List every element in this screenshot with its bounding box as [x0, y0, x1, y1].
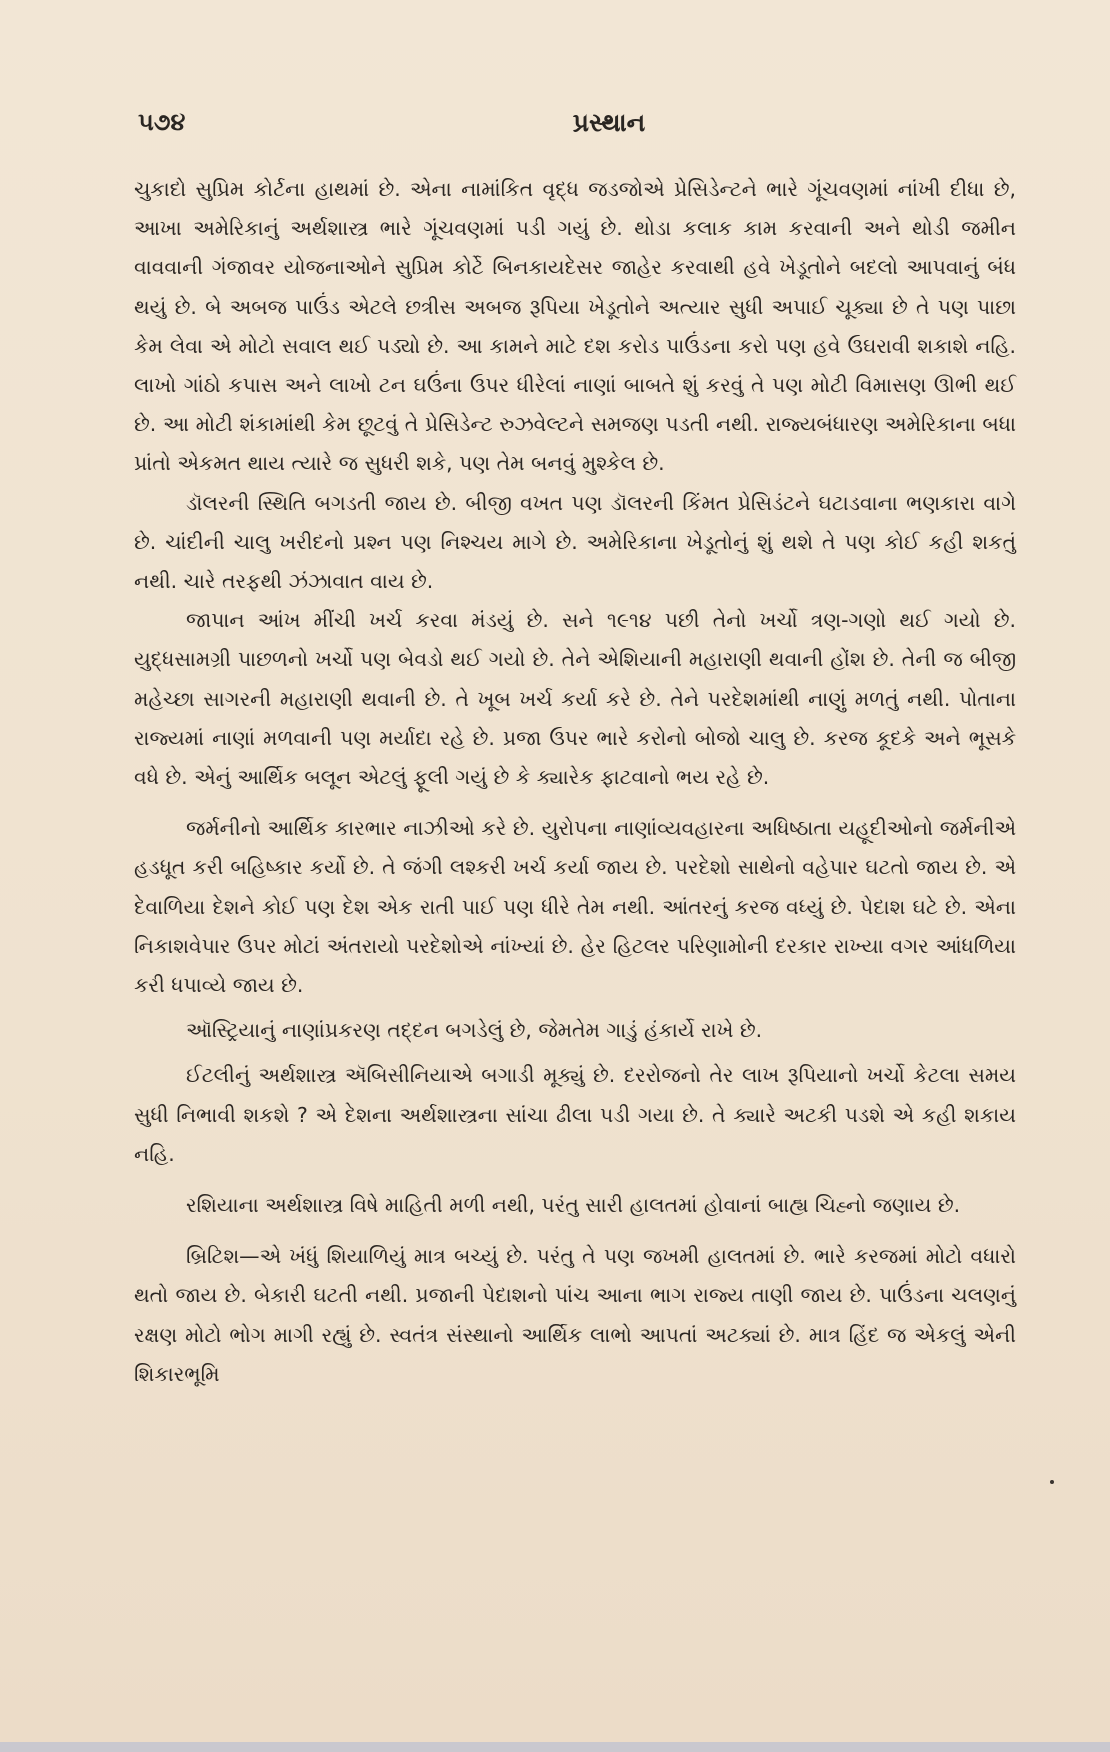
paragraph-austria: ઑસ્ટ્રિયાનું નાણાંપ્રકરણ તદ્દન બગડેલું છે, જેમતેમ ગાડું હંકાર્યે રાખે છે.	[186, 1018, 763, 1043]
page-bottom-edge	[0, 1742, 1110, 1752]
page-number: ૫૭૪	[138, 108, 186, 136]
ink-speck	[1050, 1480, 1054, 1484]
paragraph-britain: બ્રિટિશ—એ ખંધું શિયાળિયું માત્ર બચ્યું છે. પરંતુ તે પણ જખમી હાલતમાં છે. ભારે કરજમાં મોટો વધારો થતો જાય છે. બેકારી ઘટતી નથી. પ્રજાની પેદાશનો પાંચ આના ભાગ રાજ્ય તાણી જાય છે. પાઉંડના ચલણનું રક્ષણ મોટો ભોગ માગી રહ્યું છે. સ્વતંત્ર સંસ્થાનો આર્થિક લાભો આપતાં અટક્યાં છે. માત્ર હિંદ જ એકલું એની શિકારભૂમિ	[134, 1244, 1016, 1386]
paragraph-japan: જાપાન આંખ મીંચી ખર્ચ કરવા મંડયું છે. સને ૧૯૧૪ પછી તેનો ખર્ચો ત્રણ-ગણો થઈ ગયો છે. યુદ્ધસામગ્રી પાછળનો ખર્ચો પણ બેવડો થઈ ગયો છે. તેને એશિયાની મહારાણી થવાની હોંશ છે. તેની જ બીજી મહેચ્છા સાગરની મહારાણી થવાની છે. તે ખૂબ ખર્ચ કર્યા કરે છે. તેને પરદેશમાંથી નાણું મળતું નથી. પોતાના રાજ્યમાં નાણાં મળવાની પણ મર્યાદા રહે છે. પ્રજા ઉપર ભારે કરોનો બોજો ચાલુ છે. કરજ કૂદકે અને ભૂસકે વધે છે. એનું આર્થિક બલૂન એટલું ફૂલી ગયું છે કે ક્યારેક ફાટવાનો ભય રહે છે.	[134, 608, 1016, 790]
paragraph-italy: ઈટલીનું અર્થશાસ્ત્ર ઍબિસીનિયાએ બગાડી મૂક્યું છે. દરરોજનો તેર લાખ રૂપિયાનો ખર્ચો કેટલા સમય સુધી નિભાવી શકશે ? એ દેશના અર્થશાસ્ત્રના સાંચા ઢીલા પડી ગયા છે. તે ક્યારે અટકી પડશે એ કહી શકાય નહિ.	[134, 1063, 1016, 1166]
paragraph-dollar: ડૉલરની સ્થિતિ બગડતી જાય છે. બીજી વખત પણ ડૉલરની કિંમત પ્રેસિડંટને ઘટાડવાના ભણકારા વાગે છે. ચાંદીની ચાલુ ખરીદનો પ્રશ્ન પણ નિશ્ચય માગે છે. અમેરિકાના ખેડૂતોનું શું થશે તે પણ કોઈ કહી શકતું નથી. ચારે તરફથી ઝંઝાવાત વાય છે.	[134, 490, 1016, 594]
paragraph-germany: જર્મનીનો આર્થિક કારભાર નાઝીઓ કરે છે. યુરોપના નાણાંવ્યવહારના અધિષ્ઠાતા યહૂદીઓનો જર્મનીએ હડધૂત કરી બહિષ્કાર કર્યો છે. તે જંગી લશ્કરી ખર્ચ કર્યા જાય છે. પરદેશો સાથેનો વહેપાર ઘટતો જાય છે. એ દેવાળિયા દેશને કોઈ પણ દેશ એક રાતી પાઈ પણ ધીરે તેમ નથી. આંતરનું કરજ વધ્યું છે. પેદાશ ઘટે છે. એના નિકાશવેપાર ઉપર મોટાં અંતરાયો પરદેશોએ નાંખ્યાં છે. હેર હિટલર પરિણામોની દરકાર રાખ્યા વગર આંધળિયા કરી ધપાવ્યે જાય છે.	[134, 816, 1016, 998]
paragraph-us-supreme-court: ચુકાદો સુપ્રિમ કોર્ટના હાથમાં છે. એના નામાંકિત વૃદ્ધ જડજોએ પ્રેસિડેન્ટને ભારે ગૂંચવણમાં નાંખી દીધા છે, આખા અમેરિકાનું અર્થશાસ્ત્ર ભારે ગૂંચવણમાં પડી ગયું છે. થોડા કલાક કામ કરવાની અને થોડી જમીન વાવવાની ગંજાવર યોજનાઓને સુપ્રિમ કોર્ટે બિનકાયદેસર જાહેર કરવાથી હવે ખેડૂતોને બદલો આપવાનું બંધ થયું છે. બે અબજ પાઉંડ એટલે છત્રીસ અબજ રૂપિયા ખેડૂતોને અત્યાર સુધી અપાઈ ચૂક્યા છે તે પણ પાછા કેમ લેવા એ મોટો સવાલ થઈ પડ્યો છે. આ કામને માટે દશ કરોડ પાઉંડના કરો પણ હવે ઉઘરાવી શકાશે નહિ. લાખો ગાંઠો કપાસ અને લાખો ટન ઘઉંના ઉપર ધીરેલાં નાણાં બાબતે શું કરવું તે પણ મોટી વિમાસણ ઊભી થઈ છે. આ મોટી શંકામાંથી કેમ છૂટવું તે પ્રેસિડેન્ટ રુઝવેલ્ટને સમજણ પડતી નથી. રાજ્યબંધારણ અમેરિકાના બધા પ્રાંતો એકમત થાય ત્યારે જ સુધરી શકે, પણ તેમ બનવું મુશ્કેલ છે.	[134, 177, 1016, 476]
page-body	[134, 170, 1016, 1394]
page-header	[138, 108, 1020, 152]
running-title: પ્રસ્થાન	[572, 108, 646, 137]
paragraph-russia: રશિયાના અર્થશાસ્ત્ર વિષે માહિતી મળી નથી, પરંતુ સારી હાલતમાં હોવાનાં બાહ્ય ચિહ્નો જણાય છે.	[186, 1193, 961, 1218]
